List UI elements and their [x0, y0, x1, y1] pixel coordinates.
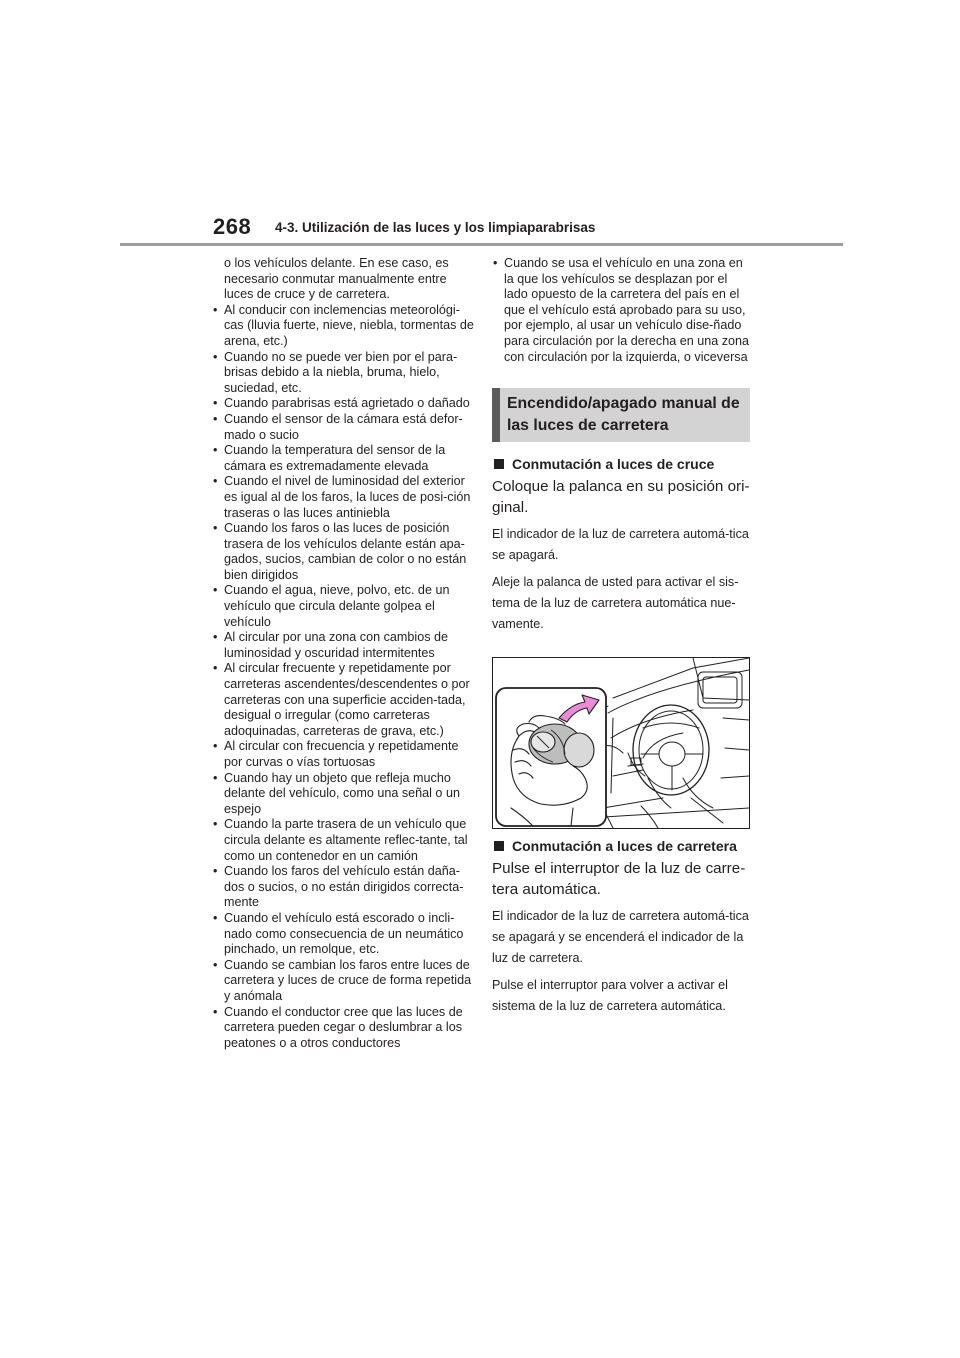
list-item: • Cuando la temperatura del sensor de la cámara es extremadamente elevada: [212, 443, 474, 474]
low-beam-instruction: Coloque la palanca en su posición ori-ginal.: [492, 478, 750, 517]
conditions-list: [212, 303, 474, 1052]
list-item: • Cuando los faros o las luces de posición trasera de los vehículos delante están apa-gados, sucios, cambian de color o no están bien dirigidos: [212, 521, 474, 583]
right-column: [492, 256, 754, 1017]
running-header-title: 4-3. Utilización de las luces y los limpiaparabrisas: [275, 220, 596, 235]
square-bullet-icon: [494, 459, 504, 469]
high-beam-subheading-text: Conmutación a luces de carretera: [512, 838, 737, 855]
list-item: • Cuando no se puede ver bien por el para-brisas debido a la niebla, bruma, hielo, suciedad, etc.: [212, 350, 474, 397]
list-item: • Cuando los faros del vehículo están daña-dos o sucios, o no están dirigidos correcta-mente: [212, 864, 474, 911]
list-item: • Cuando se cambian los faros entre luces de carretera y luces de cruce de forma repetida y anómala: [212, 958, 474, 1005]
magnified-lever-inset: [496, 688, 606, 826]
list-item: • Al circular con frecuencia y repetidamente por curvas o vías tortuosas: [212, 739, 474, 770]
lever-illustration: [492, 657, 750, 829]
left-column: [212, 256, 474, 1051]
list-item: • Cuando el nivel de luminosidad del exterior es igual al de los faros, la luces de posi-ción traseras o las luces antiniebla: [212, 474, 474, 521]
section-heading: Encendido/apagado manual de las luces de carretera: [507, 395, 740, 435]
square-bullet-icon: [494, 841, 504, 851]
conditions-list-continued: [492, 256, 754, 365]
high-beam-note: El indicador de la luz de carretera automá-tica se apagará y se encenderá el indicador de la luz de carretera.: [492, 909, 749, 966]
low-beam-note: Aleje la palanca de usted para activar el sis-tema de la luz de carretera automática nue-vamente.: [492, 575, 739, 632]
list-item: • Al conducir con inclemencias meteorológi-cas (lluvia fuerte, nieve, niebla, tormentas de arena, etc.): [212, 303, 474, 350]
high-beam-subheading: [492, 837, 754, 855]
section-heading-box: [492, 388, 750, 442]
list-item: • Al circular frecuente y repetidamente por carreteras ascendentes/descendentes o por carreteras con una superficie acciden-tada, desigual o irregular (como carreteras adoquinadas, carreteras de grava, etc.): [212, 661, 474, 739]
dashboard-lever-drawing: [493, 658, 749, 828]
low-beam-subheading: [492, 455, 754, 473]
list-item: • Cuando el conductor cree que las luces de carretera pueden cegar o deslumbrar a los peatones o a otros conductores: [212, 1005, 474, 1052]
list-item: • Cuando la parte trasera de un vehículo que circula delante es altamente reflec-tante, tal como un contenedor en un camión: [212, 817, 474, 864]
low-beam-subheading-text: Conmutación a luces de cruce: [512, 456, 715, 473]
list-item: • Cuando hay un objeto que refleja mucho delante del vehículo, como una señal o un espejo: [212, 771, 474, 818]
header-divider: [120, 243, 843, 246]
list-item: • Cuando el agua, nieve, polvo, etc. de un vehículo que circula delante golpea el vehículo: [212, 583, 474, 630]
high-beam-instruction: Pulse el interruptor de la luz de carre-tera automática.: [492, 860, 746, 899]
list-item: • Cuando el vehículo está escorado o incli-nado como consecuencia de un neumático pinchado, un remolque, etc.: [212, 911, 474, 958]
list-item: • Cuando el sensor de la cámara está defor-mado o sucio: [212, 412, 474, 443]
list-item: • Cuando parabrisas está agrietado o dañado: [212, 396, 474, 412]
low-beam-note: El indicador de la luz de carretera automá-tica se apagará.: [492, 527, 749, 563]
high-beam-note: Pulse el interruptor para volver a activar el sistema de la luz de carretera automática.: [492, 978, 728, 1014]
continued-paragraph: o los vehículos delante. En ese caso, es necesario conmutar manualmente entre luces de cruce y de carretera.: [224, 256, 449, 302]
list-item: • Cuando se usa el vehículo en una zona en la que los vehículos se desplazan por el lado opuesto de la carretera del país en el que el vehículo está aprobado para su uso, por ejemplo, al usar un vehículo dise-ñado para circulación por la derecha en una zona con circulación por la izquierda, o viceversa: [492, 256, 754, 365]
page-number: 268: [213, 214, 252, 239]
list-item: • Al circular por una zona con cambios de luminosidad y oscuridad intermitentes: [212, 630, 474, 661]
